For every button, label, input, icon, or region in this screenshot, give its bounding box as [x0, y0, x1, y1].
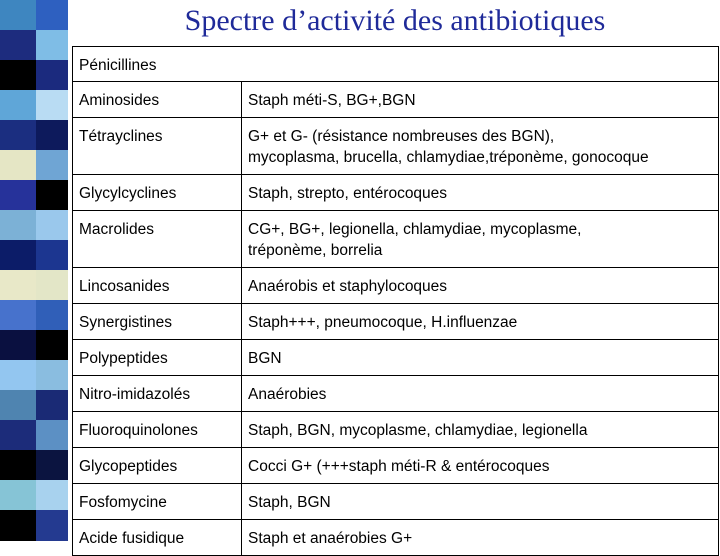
spectrum-line: Staph, strepto, entérocoques — [248, 185, 448, 202]
stripe-block — [0, 30, 36, 61]
stripe-block — [36, 180, 68, 211]
stripe-block — [36, 150, 68, 181]
decorative-stripe-left — [0, 0, 36, 540]
header-cell: Pénicillines — [73, 47, 719, 82]
table-row — [73, 376, 719, 412]
spectrum-line: Cocci G+ (+++staph méti-R & entérocoques — [248, 458, 550, 475]
spectrum-cell — [242, 448, 719, 484]
spectrum-line: Staph, BGN — [248, 494, 331, 511]
stripe-block — [36, 120, 68, 151]
spectrum-cell — [242, 175, 719, 211]
stripe-block — [0, 480, 36, 511]
table-header-row — [73, 47, 719, 82]
antibiotic-class-cell: Fosfomycine — [73, 484, 242, 520]
stripe-block — [0, 0, 36, 31]
stripe-block — [0, 210, 36, 241]
spectrum-line: G+ et G- (résistance nombreuses des BGN), — [248, 128, 555, 145]
spectrum-line: Staph méti-S, BG+,BGN — [248, 92, 416, 109]
spectrum-line: Anaérobis et staphylocoques — [248, 278, 448, 295]
stripe-block — [36, 0, 68, 31]
spectrum-cell — [242, 118, 719, 175]
spectrum-cell — [242, 412, 719, 448]
spectrum-cell — [242, 376, 719, 412]
table-row — [73, 448, 719, 484]
antibiotic-class-cell: Acide fusidique — [73, 520, 242, 556]
stripe-block — [0, 510, 36, 541]
stripe-block — [0, 180, 36, 211]
stripe-block — [36, 270, 68, 301]
spectrum-line: Staph+++, pneumocoque, H.influenzae — [248, 314, 518, 331]
spectrum-cell — [242, 268, 719, 304]
table-row — [73, 412, 719, 448]
antibiotic-class-cell: Glycylcyclines — [73, 175, 242, 211]
spectrum-cell — [242, 484, 719, 520]
spectrum-line: mycoplasma, brucella, chlamydiae,tréponème, gonocoque — [248, 149, 649, 166]
stripe-block — [0, 300, 36, 331]
stripe-block — [0, 360, 36, 391]
stripe-block — [0, 240, 36, 271]
table-row — [73, 82, 719, 118]
table-row — [73, 268, 719, 304]
spectrum-line: tréponème, borrelia — [248, 242, 383, 259]
stripe-block — [36, 420, 68, 451]
stripe-block — [36, 330, 68, 361]
stripe-block — [36, 390, 68, 421]
antibiotic-class-cell: Aminosides — [73, 82, 242, 118]
stripe-block — [0, 450, 36, 481]
stripe-block — [36, 60, 68, 91]
table-row — [73, 211, 719, 268]
stripe-block — [36, 300, 68, 331]
stripe-block — [36, 450, 68, 481]
stripe-block — [0, 60, 36, 91]
spectrum-cell — [242, 211, 719, 268]
antibiotic-class-cell: Synergistines — [73, 304, 242, 340]
stripe-block — [36, 480, 68, 511]
stripe-block — [36, 510, 68, 541]
spectrum-cell — [242, 82, 719, 118]
spectrum-line: BGN — [248, 350, 282, 367]
spectrum-line: CG+, BG+, legionella, chlamydiae, mycoplasme, — [248, 221, 582, 238]
stripe-block — [36, 360, 68, 391]
antibiotic-class-cell: Polypeptides — [73, 340, 242, 376]
stripe-block — [0, 270, 36, 301]
antibiotic-spectrum-table — [72, 46, 719, 556]
stripe-block — [36, 240, 68, 271]
antibiotic-class-cell: Macrolides — [73, 211, 242, 268]
antibiotic-class-cell: Lincosanides — [73, 268, 242, 304]
table-row — [73, 175, 719, 211]
slide-title: Spectre d’activité des antibiotiques — [184, 4, 606, 37]
stripe-block — [36, 210, 68, 241]
stripe-block — [36, 30, 68, 61]
spectrum-cell — [242, 520, 719, 556]
table-row — [73, 484, 719, 520]
spectrum-line: Staph et anaérobies G+ — [248, 530, 413, 547]
table-row — [73, 340, 719, 376]
antibiotic-class-cell: Glycopeptides — [73, 448, 242, 484]
stripe-block — [0, 390, 36, 421]
table-row — [73, 520, 719, 556]
antibiotic-class-cell: Nitro-imidazolés — [73, 376, 242, 412]
spectrum-cell — [242, 340, 719, 376]
spectrum-line: Staph, BGN, mycoplasme, chlamydiae, legionella — [248, 422, 588, 439]
antibiotic-class-cell: Fluoroquinolones — [73, 412, 242, 448]
stripe-block — [0, 420, 36, 451]
stripe-block — [0, 120, 36, 151]
table-row — [73, 304, 719, 340]
stripe-block — [0, 150, 36, 181]
decorative-stripe-right — [36, 0, 68, 540]
spectrum-line: Anaérobies — [248, 386, 327, 403]
antibiotic-class-cell: Tétrayclines — [73, 118, 242, 175]
stripe-block — [0, 90, 36, 121]
spectrum-cell — [242, 304, 719, 340]
stripe-block — [36, 90, 68, 121]
stripe-block — [0, 330, 36, 361]
table-row — [73, 118, 719, 175]
